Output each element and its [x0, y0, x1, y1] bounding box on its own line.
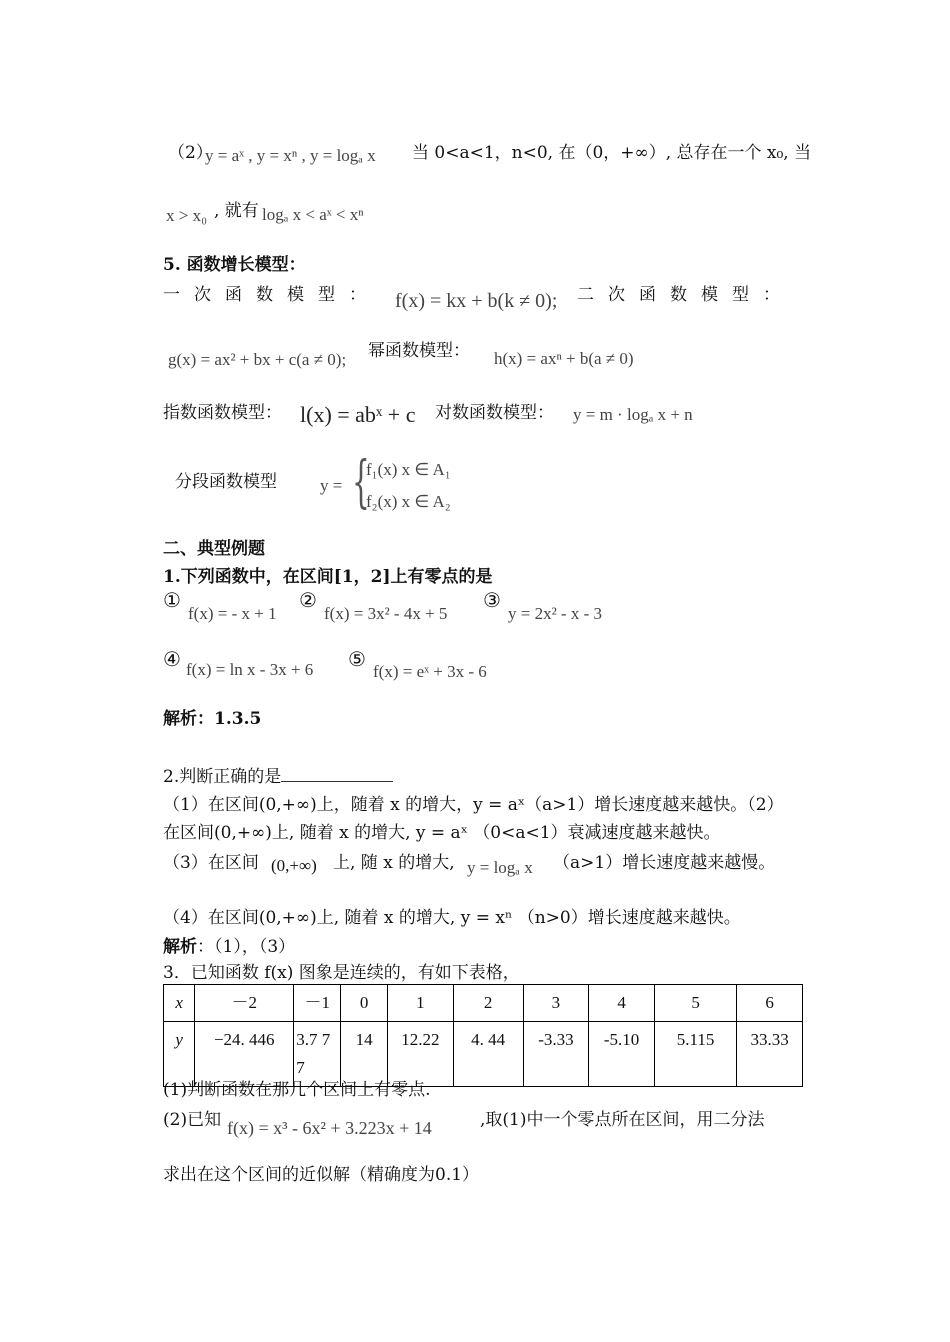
piecewise-row-1: f₁(x) x ∈ A₁: [366, 460, 451, 479]
piecewise-model-label: 分段函数模型: [175, 472, 277, 492]
option-4-mark: ④: [163, 647, 181, 671]
power-model-label: 幂函数模型：: [368, 341, 470, 361]
table-cell: －1: [294, 985, 341, 1022]
option-5-mark: ⑤: [348, 647, 366, 671]
table-cell: -3.33: [523, 1022, 589, 1087]
question-2-statement-3e: （a>1）增长速度越来越慢。: [553, 853, 776, 873]
quadratic-model-label: 二次函数模型：: [577, 285, 794, 305]
item-2-prefix: （2）: [168, 143, 213, 163]
exp-formula: l(x) = abˣ + c: [300, 402, 416, 427]
option-3-formula: y = 2x² - x - 3: [508, 604, 603, 623]
exp-model-label: 指数函数模型：: [163, 403, 282, 423]
table-cell: 2: [453, 985, 523, 1022]
answer-2-text: ：（1），（3）: [197, 937, 296, 957]
table-cell: 1: [388, 985, 454, 1022]
linear-formula: f(x) = kx + b(k ≠ 0);: [395, 290, 558, 312]
question-2-statement-4: （4）在区间(0,+∞)上, 随着 x 的增大, y = xⁿ （n>0）增长速度越来越快。: [163, 908, 741, 928]
option-4-formula: f(x) = ln x - 3x + 6: [186, 660, 314, 679]
option-2-formula: f(x) = 3x² - 4x + 5: [324, 604, 448, 623]
option-2-mark: ②: [299, 588, 317, 612]
condition-text-2: , 就有: [214, 201, 259, 221]
piecewise-brace: {: [352, 450, 370, 515]
examples-heading: 二、典型例题: [163, 539, 265, 559]
option-3-mark: ③: [483, 588, 501, 612]
table-cell: 6: [737, 985, 803, 1022]
question-3-polynomial: f(x) = x³ - 6x² + 3.223x + 14: [227, 1118, 432, 1138]
question-3-part-3: 求出在这个区间的近似解（精确度为0.1）: [163, 1165, 480, 1185]
answer-blank: [281, 765, 393, 782]
question-2-statement-3c: 上, 随 x 的增大,: [333, 853, 455, 873]
table-cell: 4: [589, 985, 655, 1022]
answer-2: [163, 932, 295, 957]
table-cell: -5.10: [589, 1022, 655, 1087]
table-cell: 5: [654, 985, 736, 1022]
table-cell: 12.22: [388, 1022, 454, 1087]
table-cell: x: [164, 985, 195, 1022]
table-cell: 0: [341, 985, 388, 1022]
answer-2-label: 解析: [163, 937, 197, 957]
table-cell: 3: [523, 985, 589, 1022]
question-2-statement-2: 在区间(0,+∞)上, 随着 x 的增大, y = aˣ （0<a<1）衰减速度越来越快。: [163, 823, 721, 843]
section-5-title: 5. 函数增长模型：: [163, 255, 306, 275]
question-2-statement-3a: （3）在区间: [163, 853, 259, 873]
question-2-log-formula: y = logₐ x: [467, 858, 533, 877]
piecewise-row-2: f₂(x) x ∈ A₂: [366, 492, 451, 511]
formula-log-ineq: logₐ x < aˣ < xⁿ: [262, 205, 364, 224]
quadratic-formula: g(x) = ax² + bx + c(a ≠ 0);: [168, 350, 347, 369]
question-2-text: 2.判断正确的是: [163, 767, 282, 787]
log-formula: y = m · logₐ x + n: [573, 405, 693, 424]
table-cell: 33.33: [737, 1022, 803, 1087]
table-cell: 14: [341, 1022, 388, 1087]
piecewise-y: y =: [320, 476, 343, 495]
table-cell: 4. 44: [453, 1022, 523, 1087]
table-row: [164, 985, 803, 1022]
log-model-label: 对数函数模型：: [435, 403, 554, 423]
table-cell: y: [164, 1022, 195, 1087]
linear-model-label: 一次函数模型：: [163, 285, 380, 305]
question-2: [163, 762, 393, 787]
condition-text: 当 0<a<1，n<0, 在（0，+∞）, 总存在一个 x₀, 当: [412, 143, 812, 163]
option-1-mark: ①: [163, 588, 181, 612]
question-3-part-1: (1)判断函数在那几个区间上有零点.: [163, 1080, 431, 1100]
table-cell: 3.7 77: [294, 1022, 341, 1087]
option-1-formula: f(x) = - x + 1: [188, 604, 277, 623]
table-cell: 5.115: [654, 1022, 736, 1087]
question-2-statement-1: （1）在区间(0,+∞)上，随着 x 的增大，y = aˣ（a>1）增长速度越来越快。（2）: [163, 795, 784, 815]
power-formula: h(x) = axⁿ + b(a ≠ 0): [494, 349, 634, 368]
formula-x-gt-x0: x > x₀: [166, 206, 208, 225]
question-3-part-2-prefix: (2)已知: [163, 1110, 222, 1130]
table-cell: －2: [195, 985, 294, 1022]
question-2-interval: (0,+∞): [271, 856, 317, 875]
formula-functions: y = aˣ , y = xⁿ , y = logₐ x: [205, 146, 376, 165]
question-3-part-2-suffix: ,取(1)中一个零点所在区间，用二分法: [480, 1110, 765, 1130]
option-5-formula: f(x) = eˣ + 3x - 6: [373, 662, 487, 681]
question-1: 1.下列函数中，在区间[1，2]上有零点的是: [163, 567, 493, 587]
question-3: 3．已知函数 f(x) 图象是连续的，有如下表格，: [163, 963, 520, 983]
answer-1: 解析：1.3.5: [163, 709, 262, 729]
value-table: [163, 984, 803, 1087]
table-cell: −24. 446: [195, 1022, 294, 1087]
